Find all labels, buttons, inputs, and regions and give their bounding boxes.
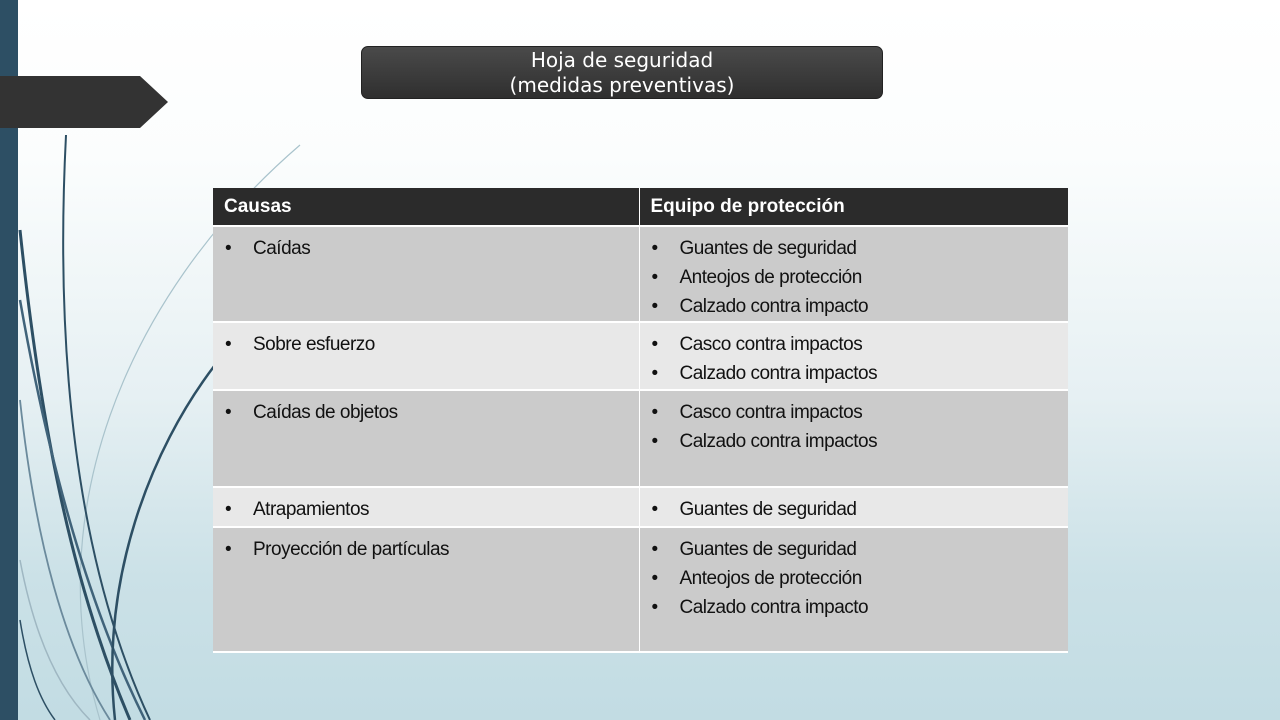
cause-item: • Atrapamientos bbox=[223, 495, 633, 524]
slide-title-line1: Hoja de seguridad bbox=[530, 48, 714, 72]
cause-cell bbox=[213, 390, 639, 487]
cause-cell bbox=[213, 527, 639, 652]
cause-item: • Proyección de partículas bbox=[223, 535, 633, 564]
equipment-item: • Anteojos de protección bbox=[650, 564, 1063, 593]
cause-item: • Caídas de objetos bbox=[223, 398, 633, 427]
safety-table bbox=[213, 188, 1068, 653]
equipment-cell bbox=[639, 226, 1068, 322]
equipment-cell bbox=[639, 390, 1068, 487]
arrow-tab-shape bbox=[0, 76, 168, 128]
equipment-item: • Casco contra impactos bbox=[650, 330, 1063, 359]
table-row bbox=[213, 390, 1068, 487]
table-row bbox=[213, 322, 1068, 390]
header-equipment: Equipo de protección bbox=[639, 188, 1068, 226]
table-row bbox=[213, 527, 1068, 652]
cause-cell bbox=[213, 226, 639, 322]
cause-cell bbox=[213, 487, 639, 527]
equipment-cell bbox=[639, 487, 1068, 527]
table-header-row bbox=[213, 188, 1068, 226]
equipment-cell bbox=[639, 527, 1068, 652]
slide-title bbox=[361, 46, 883, 99]
cause-item: • Sobre esfuerzo bbox=[223, 330, 633, 359]
equipment-item: • Guantes de seguridad bbox=[650, 495, 1063, 524]
equipment-cell bbox=[639, 322, 1068, 390]
equipment-item: • Guantes de seguridad bbox=[650, 234, 1063, 263]
header-causes: Causas bbox=[213, 188, 639, 226]
slide-title-line2: (medidas preventivas) bbox=[509, 73, 735, 97]
equipment-item: • Calzado contra impacto bbox=[650, 292, 1063, 321]
cause-cell bbox=[213, 322, 639, 390]
table-row bbox=[213, 226, 1068, 322]
equipment-item: • Anteojos de protección bbox=[650, 263, 1063, 292]
equipment-item: • Guantes de seguridad bbox=[650, 535, 1063, 564]
equipment-item: • Calzado contra impactos bbox=[650, 427, 1063, 456]
cause-item: • Caídas bbox=[223, 234, 633, 263]
equipment-item: • Calzado contra impactos bbox=[650, 359, 1063, 388]
table-row bbox=[213, 487, 1068, 527]
equipment-item: • Calzado contra impacto bbox=[650, 593, 1063, 622]
equipment-item: • Casco contra impactos bbox=[650, 398, 1063, 427]
